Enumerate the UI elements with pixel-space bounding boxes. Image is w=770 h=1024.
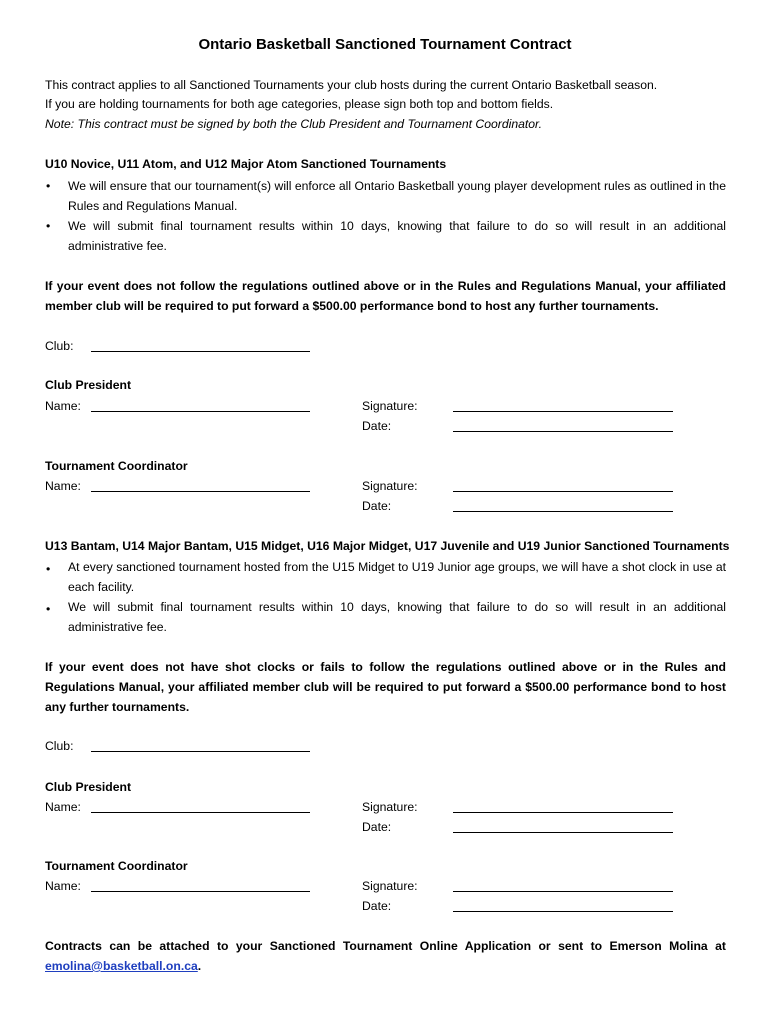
coordinator-date-field[interactable] (453, 911, 673, 912)
coordinator-name-field[interactable] (91, 491, 310, 492)
president-name-field[interactable] (91, 411, 310, 412)
section2-bullet-2: We will submit final tournament results within 10 days, knowing that failure to do so will result in an additional administrative fee. (68, 600, 726, 634)
footer-period: . (197, 959, 202, 973)
club-field[interactable] (91, 751, 310, 752)
coordinator-signature-field[interactable] (453, 491, 673, 492)
coordinator-date-field[interactable] (453, 511, 673, 512)
club-label: Club: (45, 339, 74, 353)
section1-warning: If your event does not follow the regulations outlined above or in the Rules and Regulations Manual, your affiliated member club will be required to put forward a $500.00 performance bond to host any further tournaments. (45, 279, 726, 313)
club-president-heading: Club President (45, 780, 132, 794)
name-label: Name: (45, 479, 81, 493)
section2-warning: If your event does not have shot clocks or fails to follow the regulations outlined above or in the Rules and Regulations Manual, your affiliated member club will be required to put forward a $500.00 performance bond to host any further tournaments. (45, 660, 726, 714)
bullet-icon: • (46, 179, 51, 193)
bullet-icon: • (46, 602, 51, 616)
date-label: Date: (362, 499, 392, 513)
footer-message: Contracts can be attached to your Sanctioned Tournament Online Application or sent to Emerson Molina at (45, 939, 726, 953)
signature-label: Signature: (362, 399, 418, 413)
signature-label: Signature: (362, 479, 418, 493)
section1-bullet-2: We will submit final tournament results within 10 days, knowing that failure to do so will result in an additional administrative fee. (68, 219, 726, 253)
president-name-field[interactable] (91, 812, 310, 813)
page-title: Ontario Basketball Sanctioned Tournament Contract (198, 36, 572, 53)
president-date-field[interactable] (453, 832, 673, 833)
email-link[interactable]: emolina@basketball.on.ca (45, 959, 198, 973)
section1-heading: U10 Novice, U11 Atom, and U12 Major Atom Sanctioned Tournaments (45, 157, 447, 171)
date-label: Date: (362, 419, 392, 433)
footer-text (45, 936, 726, 976)
name-label: Name: (45, 399, 81, 413)
intro-line-1: This contract applies to all Sanctioned Tournaments your club hosts during the current Ontario Basketball season. (45, 78, 658, 92)
club-president-heading: Club President (45, 378, 132, 392)
president-signature-field[interactable] (453, 812, 673, 813)
coordinator-signature-field[interactable] (453, 891, 673, 892)
president-date-field[interactable] (453, 431, 673, 432)
signature-label: Signature: (362, 800, 418, 814)
date-label: Date: (362, 820, 392, 834)
bullet-icon: • (46, 219, 51, 233)
name-label: Name: (45, 800, 81, 814)
club-label: Club: (45, 739, 74, 753)
club-field[interactable] (91, 351, 310, 352)
name-label: Name: (45, 879, 81, 893)
coordinator-name-field[interactable] (91, 891, 310, 892)
tournament-coordinator-heading: Tournament Coordinator (45, 459, 188, 473)
bullet-icon: • (46, 562, 51, 576)
section1-bullet-1: We will ensure that our tournament(s) will enforce all Ontario Basketball young player development rules as outlined in the Rules and Regulations Manual. (68, 179, 726, 213)
intro-line-2: If you are holding tournaments for both age categories, please sign both top and bottom fields. (45, 97, 554, 111)
date-label: Date: (362, 899, 392, 913)
section2-heading: U13 Bantam, U14 Major Bantam, U15 Midget, U16 Major Midget, U17 Juvenile and U19 Junior Sanctioned Tournaments (45, 539, 730, 553)
tournament-coordinator-heading: Tournament Coordinator (45, 859, 188, 873)
section2-bullet-1: At every sanctioned tournament hosted from the U15 Midget to U19 Junior age groups, we will have a shot clock in use at each facility. (68, 560, 726, 594)
intro-note: Note: This contract must be signed by both the Club President and Tournament Coordinator. (45, 117, 543, 131)
president-signature-field[interactable] (453, 411, 673, 412)
signature-label: Signature: (362, 879, 418, 893)
